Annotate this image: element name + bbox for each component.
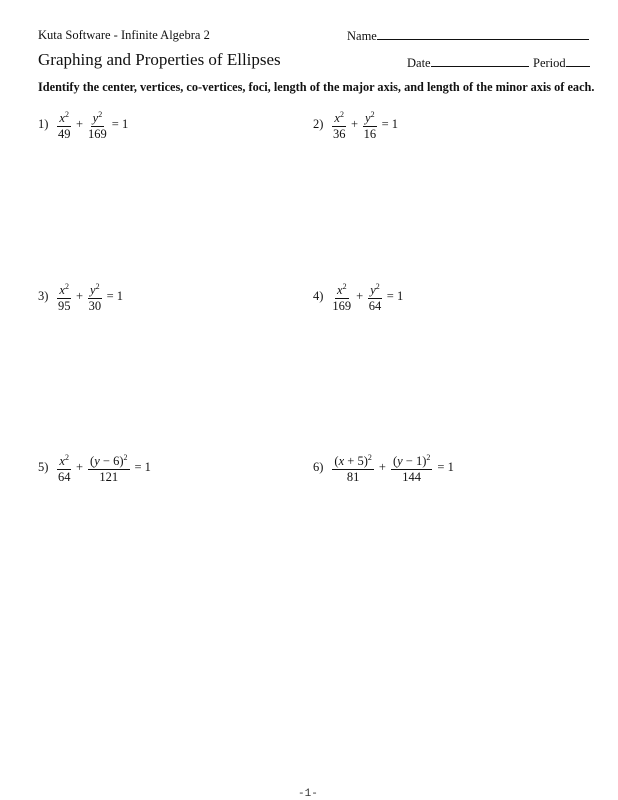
problem-6 <box>313 451 457 484</box>
denominator: 169 <box>332 299 352 313</box>
equals-one: = 1 <box>106 289 124 303</box>
exponent: 2 <box>123 453 128 462</box>
fraction <box>332 451 373 484</box>
fraction <box>391 451 432 484</box>
problem-4 <box>313 280 406 313</box>
fraction <box>57 280 71 313</box>
denominator: 169 <box>88 127 107 141</box>
equals-one: = 1 <box>111 117 129 131</box>
numerator <box>391 451 432 470</box>
fraction <box>363 108 377 141</box>
plus-sign: + <box>75 289 84 303</box>
fraction <box>57 108 71 141</box>
equals-one: = 1 <box>381 117 399 131</box>
plus-sign: + <box>75 460 84 474</box>
page-title: Graphing and Properties of Ellipses <box>38 50 281 69</box>
fraction <box>368 280 382 313</box>
denominator: 64 <box>57 470 71 484</box>
period-field[interactable] <box>533 55 590 71</box>
denominator: 121 <box>99 470 119 484</box>
instructions: Identify the center, vertices, co-vertices, foci, length of the major axis, and length of the minor axis of each. <box>38 80 595 94</box>
denominator: 95 <box>57 299 71 313</box>
plus-sign: + <box>356 289 364 303</box>
date-field[interactable] <box>407 55 529 71</box>
numerator <box>363 108 377 127</box>
numerator <box>88 280 102 299</box>
plus-sign: + <box>75 117 84 131</box>
numerator <box>57 108 71 127</box>
denominator: 30 <box>88 299 102 313</box>
problem-number: 1) <box>38 117 49 131</box>
variable: y <box>94 454 100 468</box>
numerator <box>57 280 71 299</box>
equals-one: = 1 <box>437 460 454 474</box>
fraction <box>88 280 102 313</box>
numerator <box>368 280 382 299</box>
offset: − 1) <box>402 454 427 468</box>
variable: y <box>90 283 96 297</box>
exponent: 2 <box>339 110 344 119</box>
numerator <box>88 451 129 470</box>
exponent: 2 <box>370 110 375 119</box>
date-line[interactable] <box>431 55 529 67</box>
offset: + 5) <box>344 454 368 468</box>
denominator: 81 <box>346 470 360 484</box>
problem-number: 2) <box>313 117 324 131</box>
numerator <box>57 451 71 470</box>
problem-1 <box>38 108 131 141</box>
problem-5 <box>38 451 154 484</box>
exponent: 2 <box>64 110 69 119</box>
problem-3 <box>38 280 126 313</box>
denominator: 49 <box>57 127 71 141</box>
exponent: 2 <box>95 282 100 291</box>
variable: x <box>334 111 340 125</box>
problem-2 <box>313 108 401 141</box>
name-line[interactable] <box>377 28 589 40</box>
software-label: Kuta Software - Infinite Algebra 2 <box>38 28 210 42</box>
fraction <box>88 451 129 484</box>
fraction <box>332 280 351 313</box>
exponent: 2 <box>342 282 347 291</box>
numerator <box>332 451 373 470</box>
variable: y <box>92 111 99 125</box>
name-field[interactable] <box>347 28 589 44</box>
problem-number: 3) <box>38 289 49 303</box>
exponent: 2 <box>426 453 431 462</box>
denominator: 36 <box>332 127 346 141</box>
variable: x <box>59 454 65 468</box>
variable: y <box>397 454 403 468</box>
problem-number: 5) <box>38 460 49 474</box>
denominator: 16 <box>363 127 377 141</box>
problem-number: 6) <box>313 460 324 474</box>
period-line[interactable] <box>566 55 590 67</box>
plus-sign: + <box>350 117 359 131</box>
variable: x <box>59 283 65 297</box>
fraction <box>332 108 346 141</box>
date-label: Date <box>407 56 431 70</box>
exponent: 2 <box>375 282 380 291</box>
variable: x <box>337 283 343 297</box>
variable: y <box>370 283 376 297</box>
numerator <box>335 280 349 299</box>
problem-number: 4) <box>313 289 324 303</box>
exponent: 2 <box>367 453 372 462</box>
denominator: 64 <box>368 299 382 313</box>
paren: ( <box>392 454 398 468</box>
numerator <box>332 108 346 127</box>
variable: y <box>365 111 371 125</box>
equals-one: = 1 <box>134 460 151 474</box>
numerator <box>91 108 105 127</box>
variable: x <box>59 111 65 125</box>
fraction <box>88 108 107 141</box>
exponent: 2 <box>64 282 69 291</box>
exponent: 2 <box>64 453 69 462</box>
period-label: Period <box>533 56 566 70</box>
exponent: 2 <box>98 110 103 119</box>
paren: ( <box>90 454 95 468</box>
denominator: 144 <box>402 470 422 484</box>
plus-sign: + <box>378 460 386 474</box>
equals-one: = 1 <box>386 289 404 303</box>
variable: x <box>338 454 345 468</box>
offset: − 6) <box>99 454 124 468</box>
page-number: -1- <box>298 788 318 800</box>
paren: ( <box>334 454 339 468</box>
fraction <box>57 451 71 484</box>
name-label: Name <box>347 29 377 43</box>
